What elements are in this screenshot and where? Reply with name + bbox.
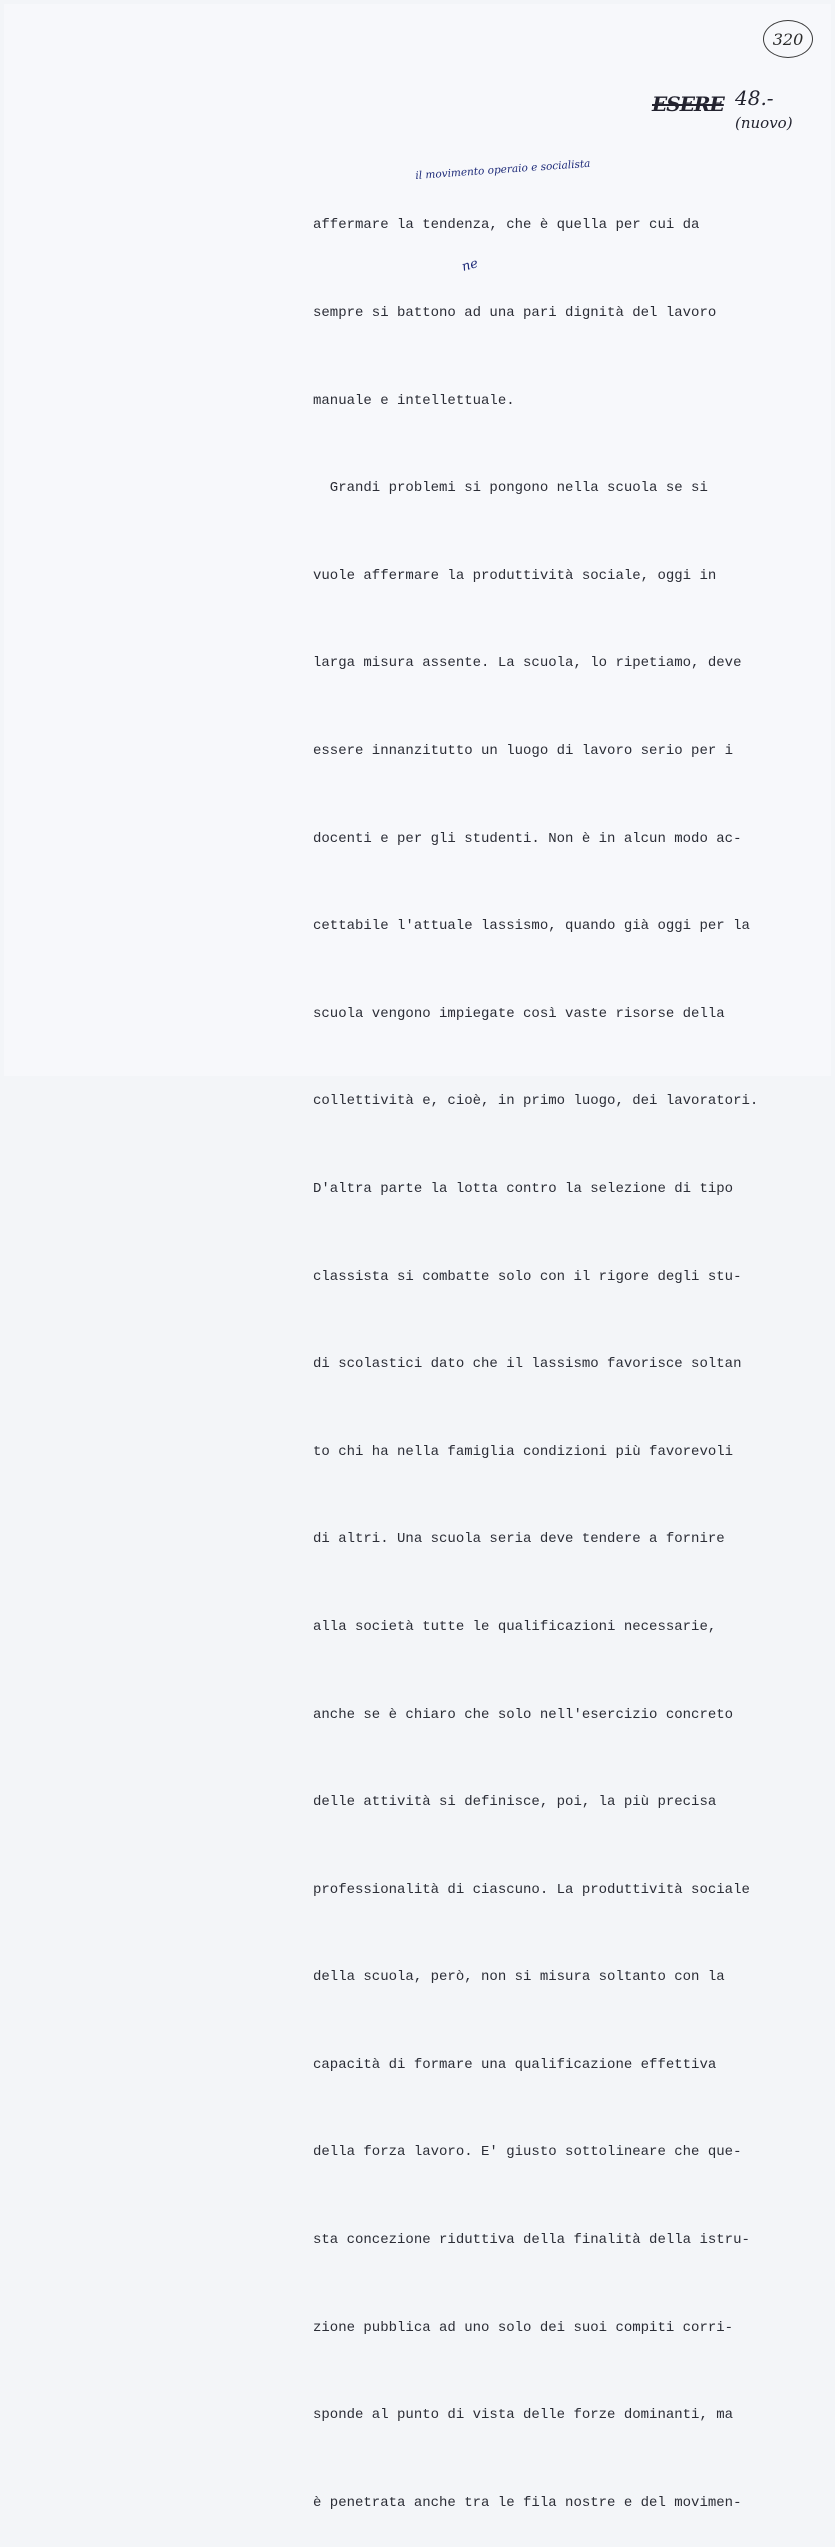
text-line: sta concezione riduttiva della finalità della istru- [313, 2232, 750, 2249]
text-line: cettabile l'attuale lassismo, quando già oggi per la [313, 918, 750, 935]
text-line: di scolastici dato che il lassismo favorisce soltan [313, 1356, 742, 1373]
text-line: D'altra parte la lotta contro la selezione di tipo [313, 1180, 734, 1197]
text-line: essere innanzitutto un luogo di lavoro serio per i [313, 742, 734, 759]
text-line: anche se è chiaro che solo nell'esercizio concreto [313, 1706, 734, 1723]
text-line: Grandi problemi si pongono nella scuola se si [313, 480, 708, 497]
text-line: della scuola, però, non si misura soltanto con la [313, 1969, 725, 1986]
text-line: zione pubblica ad uno solo dei suoi compiti corri- [313, 2319, 734, 2336]
text-line: docenti e per gli studenti. Non è in alcun modo ac- [313, 830, 742, 847]
text-line: collettività e, cioè, in primo luogo, dei lavoratori. [313, 1093, 759, 1110]
text-line: di altri. Una scuola seria deve tendere a fornire [313, 1531, 725, 1548]
handwritten-caret-insertion: ne [460, 256, 480, 275]
text-line: affermare la tendenza, che è quella per cui da [313, 217, 700, 234]
margin-note-number: 48.- [735, 86, 774, 110]
page-number-circle [763, 20, 813, 58]
page-number: 320 [772, 29, 804, 49]
text-line: sempre si battono ad una pari dignità del lavoro [313, 305, 717, 321]
text-line: scuola vengono impiegate così vaste risorse della [313, 1005, 725, 1022]
margin-note-struck: ESERE [652, 92, 724, 116]
text-line: to chi ha nella famiglia condizioni più favorevoli [313, 1443, 734, 1460]
text-line: delle attività si definisce, poi, la più precisa [313, 1794, 717, 1811]
text-line: capacità di formare una qualificazione effettiva [313, 2056, 717, 2073]
text-line: manuale e intellettuale. [313, 392, 515, 409]
text-line: sponde al punto di vista delle forze dominanti, ma [313, 2407, 734, 2424]
text-line: è penetrata anche tra le fila nostre e del movimen- [313, 2494, 742, 2511]
text-line: vuole affermare la produttività sociale, oggi in [313, 567, 717, 584]
handwritten-insertion: il movimento operaio e socialista [415, 157, 591, 182]
typewritten-body [313, 153, 833, 2547]
text-line: della forza lavoro. E' giusto sottolineare che que- [313, 2144, 742, 2161]
margin-note-label: (nuovo) [735, 114, 793, 132]
text-line: professionalità di ciascuno. La produttività sociale [313, 1881, 750, 1898]
text-line: larga misura assente. La scuola, lo ripetiamo, deve [313, 655, 742, 672]
text-line: classista si combatte solo con il rigore degli stu- [313, 1268, 742, 1285]
text-line: alla società tutte le qualificazioni necessarie, [313, 1618, 717, 1635]
